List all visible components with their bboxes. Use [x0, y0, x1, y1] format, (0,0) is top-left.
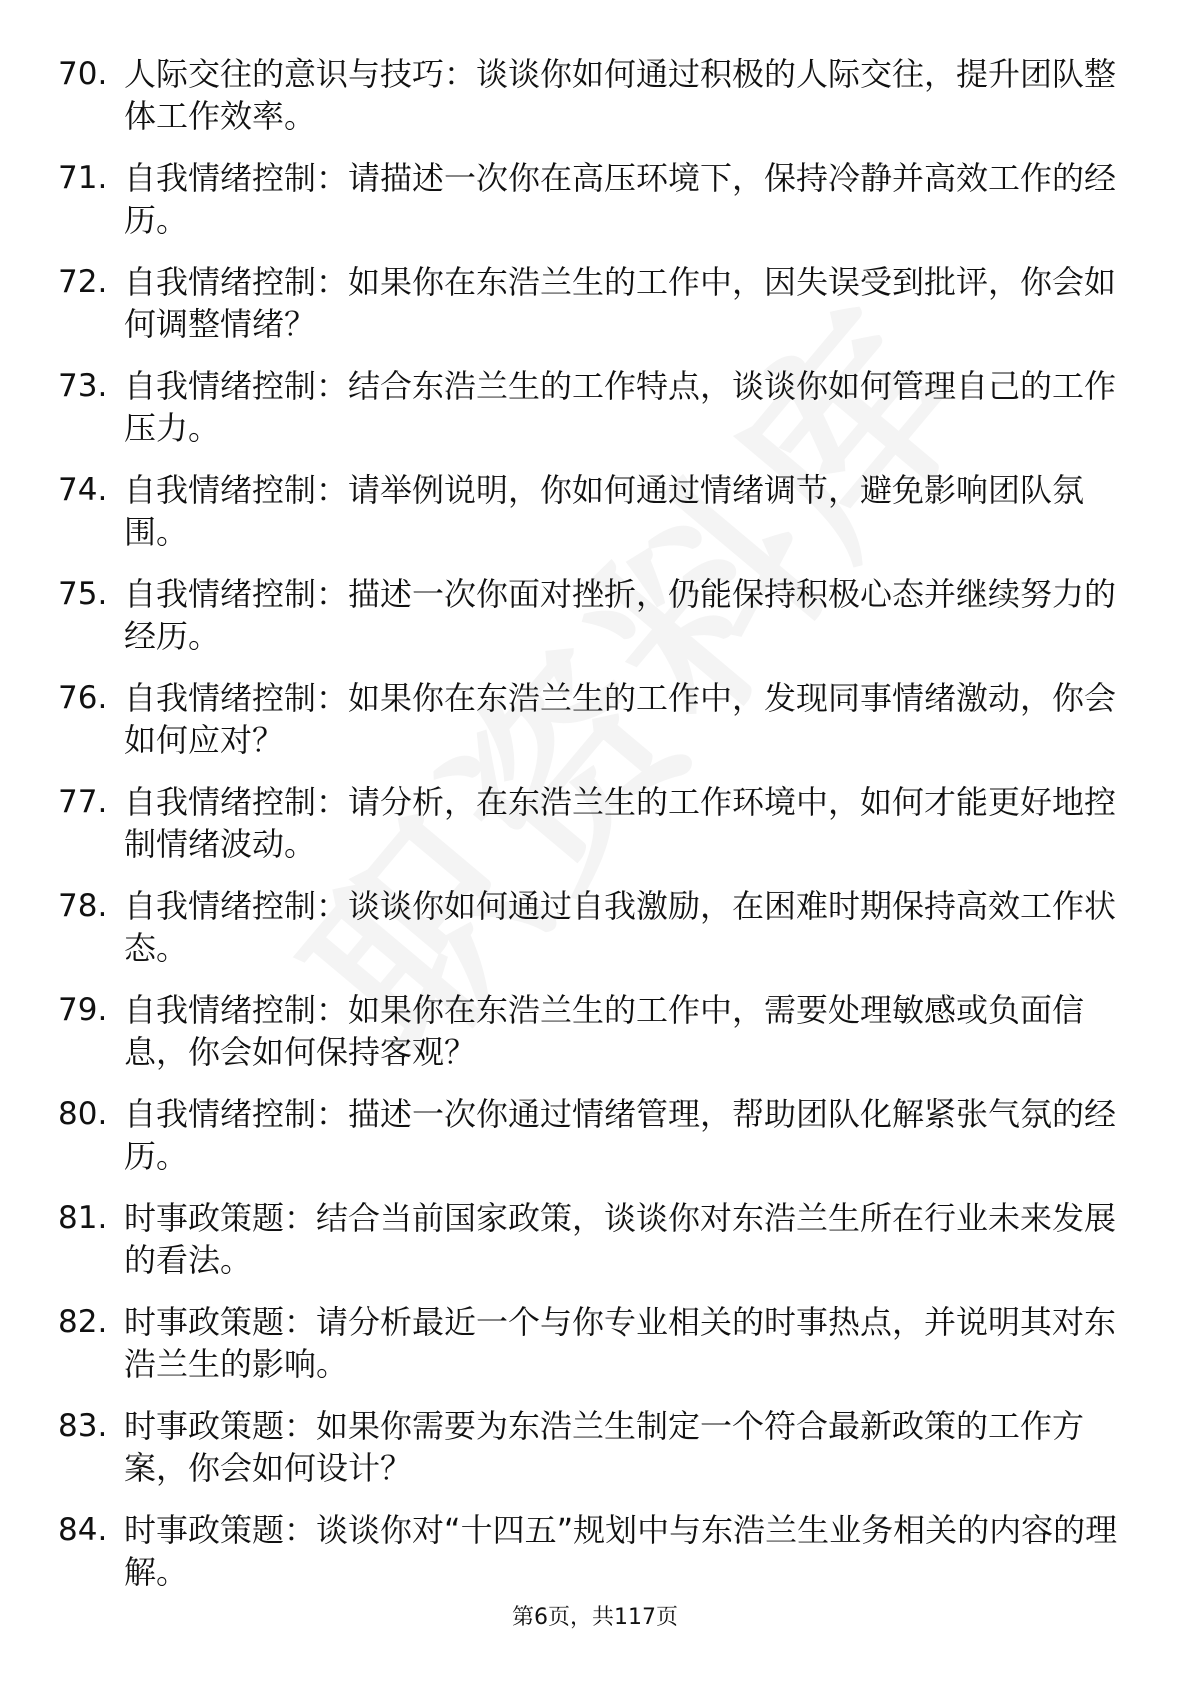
question-text: 自我情绪控制：如果你在东浩兰生的工作中，发现同事情绪激动，你会如何应对？	[124, 679, 1117, 759]
question-text: 时事政策题：请分析最近一个与你专业相关的时事热点，并说明其对东浩兰生的影响。	[124, 1303, 1117, 1383]
question-item	[58, 1093, 1118, 1197]
question-text: 自我情绪控制：谈谈你如何通过自我激励，在困难时期保持高效工作状态。	[124, 887, 1117, 967]
question-text: 时事政策题：谈谈你对“十四五”规划中与东浩兰生业务相关的内容的理解。	[124, 1511, 1118, 1591]
question-number: 75.	[58, 576, 108, 612]
question-text: 自我情绪控制：请举例说明，你如何通过情绪调节，避免影响团队氛围。	[124, 471, 1085, 551]
question-item	[58, 781, 1118, 885]
question-number: 72.	[58, 264, 108, 300]
question-item	[58, 573, 1118, 677]
page-footer	[0, 1600, 1190, 1631]
question-number: 74.	[58, 472, 108, 508]
question-item	[58, 365, 1118, 469]
question-text: 自我情绪控制：描述一次你面对挫折，仍能保持积极心态并继续努力的经历。	[124, 575, 1117, 655]
question-text: 时事政策题：如果你需要为东浩兰生制定一个符合最新政策的工作方案，你会如何设计？	[124, 1407, 1085, 1487]
question-list	[58, 53, 1118, 1613]
question-item	[58, 1405, 1118, 1509]
question-number: 82.	[58, 1304, 108, 1340]
question-text: 时事政策题：结合当前国家政策，谈谈你对东浩兰生所在行业未来发展的看法。	[124, 1199, 1117, 1279]
question-text: 自我情绪控制：描述一次你通过情绪管理，帮助团队化解紧张气氛的经历。	[124, 1095, 1117, 1175]
question-number: 70.	[58, 56, 108, 92]
question-item	[58, 469, 1118, 573]
page-number: 第6页，共117页	[512, 1605, 678, 1630]
question-text: 自我情绪控制：请分析，在东浩兰生的工作环境中，如何才能更好地控制情绪波动。	[124, 783, 1117, 863]
question-number: 73.	[58, 368, 108, 404]
question-number: 83.	[58, 1408, 108, 1444]
question-item	[58, 677, 1118, 781]
question-text: 自我情绪控制：如果你在东浩兰生的工作中，需要处理敏感或负面信息，你会如何保持客观？	[124, 991, 1085, 1071]
question-number: 78.	[58, 888, 108, 924]
question-number: 81.	[58, 1200, 108, 1236]
question-number: 79.	[58, 992, 108, 1028]
question-number: 80.	[58, 1096, 108, 1132]
question-item	[58, 989, 1118, 1093]
question-text: 自我情绪控制：如果你在东浩兰生的工作中，因失误受到批评，你会如何调整情绪？	[124, 263, 1117, 343]
question-item	[58, 157, 1118, 261]
question-number: 71.	[58, 160, 108, 196]
question-item	[58, 1197, 1118, 1301]
question-text: 自我情绪控制：结合东浩兰生的工作特点，谈谈你如何管理自己的工作压力。	[124, 367, 1117, 447]
question-text: 人际交往的意识与技巧：谈谈你如何通过积极的人际交往，提升团队整体工作效率。	[124, 55, 1117, 135]
question-item	[58, 885, 1118, 989]
question-item	[58, 53, 1118, 157]
question-number: 76.	[58, 680, 108, 716]
question-text: 自我情绪控制：请描述一次你在高压环境下，保持冷静并高效工作的经历。	[124, 159, 1117, 239]
question-number: 84.	[58, 1512, 108, 1548]
question-item	[58, 1301, 1118, 1405]
question-number: 77.	[58, 784, 108, 820]
question-item	[58, 261, 1118, 365]
question-item	[58, 1509, 1118, 1613]
